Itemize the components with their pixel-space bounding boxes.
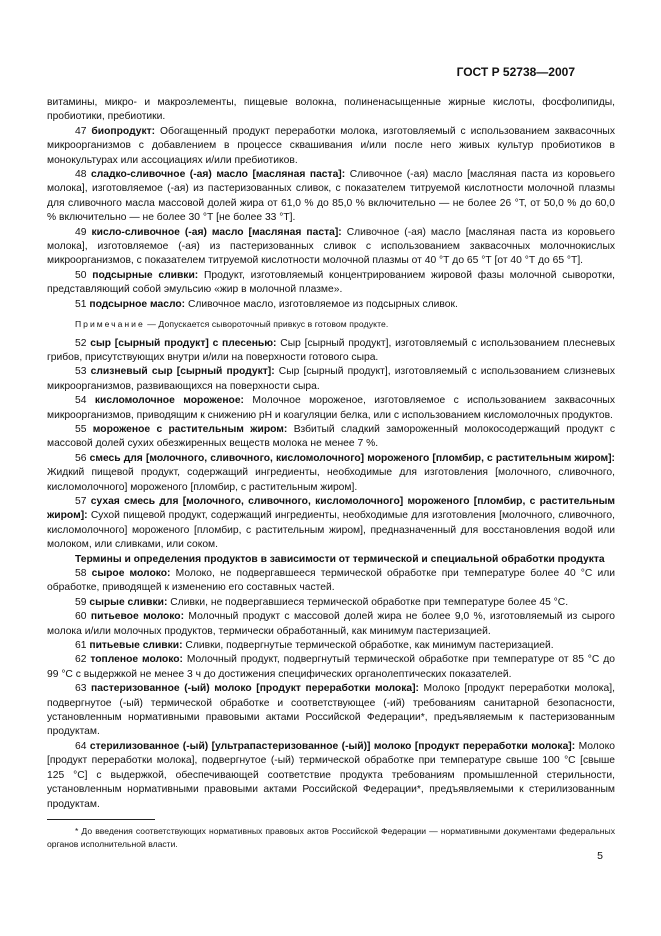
term-name: подсырные сливки: xyxy=(92,269,199,281)
standard-number: ГОСТ Р 52738—2007 xyxy=(456,65,575,79)
term-definition: Молочный продукт с массовой долей жира не более 9,0 %, изготовляемый из сырого молока и/или молочных продуктов, термически обработанный, как минимум пастеризацией. xyxy=(47,611,615,637)
term-number: 49 xyxy=(75,226,87,238)
term-entry-48 xyxy=(47,168,615,226)
term-entry-59 xyxy=(47,596,615,610)
term-number: 50 xyxy=(75,269,87,281)
term-definition: Обогащенный продукт переработки молока, изготовляемый с использованием заквасочных микроорганизмов с добавлением в процессе сквашивания и/или после него живых культур пробиотиков в монокультурах или ассоциациях и/или пребиотиков. xyxy=(47,125,615,166)
term-definition: Продукт, изготовляемый концентрированием жировой фазы молочной сыворотки, представляющий собой эмульсию «жир в молочной плазме». xyxy=(47,269,615,296)
term-entry-54 xyxy=(47,394,615,423)
paragraph-continuation: витамины, микро- и макроэлементы, пищевые волокна, полиненасыщенные жирные кислоты, фосфолипиды, пробиотики, пребиотики. xyxy=(47,97,615,123)
term-entry-49 xyxy=(47,226,615,269)
term-entry-50 xyxy=(47,269,615,298)
term-entry-55 xyxy=(47,423,615,452)
term-definition: Сливочное масло, изготовляемое из подсырных сливок. xyxy=(187,298,458,310)
term-definition: Сливки, не подвергавшиеся термической обработке при температуре более 45 °С. xyxy=(170,596,569,608)
term-number: 58 xyxy=(75,568,87,579)
term-definition: Сливочное (-ая) масло [масляная паста из коровьего молока], изготовляемое (-ая) из пастеризованных сливок с использованием заквасочных молочнокислых микроорганизмов, с показателем титруемой кислотности молочной плазмы от 40 °Т до 65 °Т [от 40 °Т до 65 °Т]. xyxy=(47,226,615,267)
term-number: 62 xyxy=(75,654,87,666)
term-name: кисломолочное мороженое: xyxy=(94,395,244,407)
term-definition: Молоко [продукт переработки молока], подвергнутое (-ый) термической обработке и соответствующее (-ий) требованиям санитарной безопасности, установленным нормативными правовыми актами Российской Федерации*, предъявляемым к пастеризованным продуктам. xyxy=(47,683,615,738)
term-number: 53 xyxy=(75,366,87,378)
term-entry-53 xyxy=(47,365,615,394)
term-number: 63 xyxy=(75,683,87,695)
term-definition: Молоко, не подвергавшееся термической обработке при температуре более 40 °С или обработке, приводящей к изменению его составных частей. xyxy=(47,568,615,594)
page-body xyxy=(47,96,615,812)
term-entry-58 xyxy=(47,567,615,596)
term-number: 61 xyxy=(75,640,87,652)
term-definition: Сухой пищевой продукт, содержащий ингредиенты, необходимые для изготовления [молочного, сливочного, кисломолочного] мороженого [пломбир, с растительным жиром], предназначенный для восстановления водой или молоком, или сливками, или соком. xyxy=(47,510,615,551)
note xyxy=(47,317,615,331)
note-text: — Допускается сывороточный привкус в готовом продукте. xyxy=(147,319,389,330)
page-number: 5 xyxy=(597,850,603,862)
term-entry-51 xyxy=(47,298,615,312)
term-definition: Сыр [сырный продукт], изготовляемый с использованием плесневых грибов, присутствующих внутри и/или на поверхности готового сыра. xyxy=(47,337,615,363)
footnote-divider xyxy=(47,819,155,820)
term-name: слизневый сыр [сырный продукт]: xyxy=(90,366,275,378)
term-entry-56 xyxy=(47,452,615,495)
term-number: 51 xyxy=(75,298,87,310)
term-definition: Молочное мороженое, изготовляемое с использованием заквасочных микроорганизмов, приводящим к снижению рН и коагуляции белка, или с использованием кисломолочных продуктов. xyxy=(47,395,615,421)
term-number: 56 xyxy=(75,452,87,464)
term-entry-60 xyxy=(47,610,615,639)
term-name: подсырное масло: xyxy=(89,298,186,310)
note-label: Примечание xyxy=(75,319,145,330)
term-definition: Молоко [продукт переработки молока], подвергнутое (-ый) термической обработке при температуре свыше 100 °С [свыше 125 °С] с выдержкой, обеспечивающей соответствие продукта требованиям промышленной стерильности, установленным нормативными правовыми актами Российской Федерации*, предъявляемыми к стерилизованным продуктам. xyxy=(47,740,615,810)
term-name: сухая смесь для [молочного, сливочного, кисломолочного] мороженого [пломбир, с растительным жиром]: xyxy=(47,495,615,522)
term-name: пастеризованное (-ый) молоко [продукт переработки молока]: xyxy=(91,683,419,695)
term-entry-52 xyxy=(47,337,615,366)
section-heading: Термины и определения продуктов в зависимости от термической и специальной обработки продукта xyxy=(75,553,605,565)
term-definition: Взбитый сладкий замороженный молокосодержащий продукт с массовой долей сухих обезжиренных веществ молока не менее 7 %. xyxy=(47,423,615,450)
term-entry-62 xyxy=(47,653,615,682)
term-entry-61 xyxy=(47,639,615,653)
term-name: смесь для [молочного, сливочного, кисломолочного] мороженого [пломбир, с растительным жиром]: xyxy=(89,452,615,464)
term-number: 55 xyxy=(75,423,87,435)
term-number: 52 xyxy=(75,337,87,349)
term-number: 47 xyxy=(75,125,87,137)
term-name: кисло-сливочное (-ая) масло [масляная паста]: xyxy=(91,226,342,238)
term-entry-63 xyxy=(47,682,615,740)
term-number: 48 xyxy=(75,169,87,181)
term-number: 54 xyxy=(75,395,87,407)
term-name: сыр [сырный продукт] с плесенью: xyxy=(90,337,277,349)
term-name: стерилизованное (-ый) [ультрапастеризованное (-ый)] молоко [продукт переработки молока]: xyxy=(89,740,576,752)
term-definition: Жидкий пищевой продукт, содержащий ингредиенты, необходимые для изготовления [молочного, сливочного, кисломолочного] мороженого [пломбир, с растительным жиром]. xyxy=(47,467,615,493)
term-name: сырые сливки: xyxy=(89,596,168,608)
term-definition: Сыр [сырный продукт], изготовляемый с использованием слизневых микроорганизмов, развивающихся на поверхности сыра. xyxy=(47,366,615,392)
term-name: сладко-сливочное (-ая) масло [масляная паста]: xyxy=(90,169,346,181)
term-name: топленое молоко: xyxy=(90,654,183,666)
term-number: 59 xyxy=(75,596,87,608)
term-definition: Сливочное (-ая) масло [масляная паста из коровьего молока], изготовляемое (-ая) из пастеризованных сливок, с показателем титруемой кислотности молочной плазмы для сливочного масла массовой долей жира от 61,0 % до 85,0 % включительно — не более 26 °Т, от 50,0 % до 60,0 % включительно — не более 30 °Т [не более 33 °Т]. xyxy=(47,169,615,224)
term-number: 64 xyxy=(75,740,87,752)
term-name: мороженое с растительным жиром: xyxy=(92,423,288,435)
term-name: сырое молоко: xyxy=(91,568,171,579)
term-entry-47 xyxy=(47,125,615,168)
term-name: биопродукт: xyxy=(91,125,156,137)
term-name: питьевые сливки: xyxy=(89,640,183,652)
term-definition: Сливки, подвергнутые термической обработке, как минимум пастеризацией. xyxy=(185,640,554,652)
term-definition: Молочный продукт, подвергнутый термической обработке при температуре от 85 °С до 99 °С с выдержкой не менее 3 ч до достижения специфических органолептических показателей. xyxy=(47,654,615,680)
term-number: 60 xyxy=(75,611,87,623)
term-number: 57 xyxy=(75,495,87,507)
term-name: питьевое молоко: xyxy=(90,611,185,623)
footnote: * До введения соответствующих нормативных правовых актов Российской Федерации — нормативными документами федеральных органов исполнительной власти. xyxy=(47,826,615,849)
term-entry-64 xyxy=(47,740,615,812)
term-entry-57 xyxy=(47,495,615,553)
